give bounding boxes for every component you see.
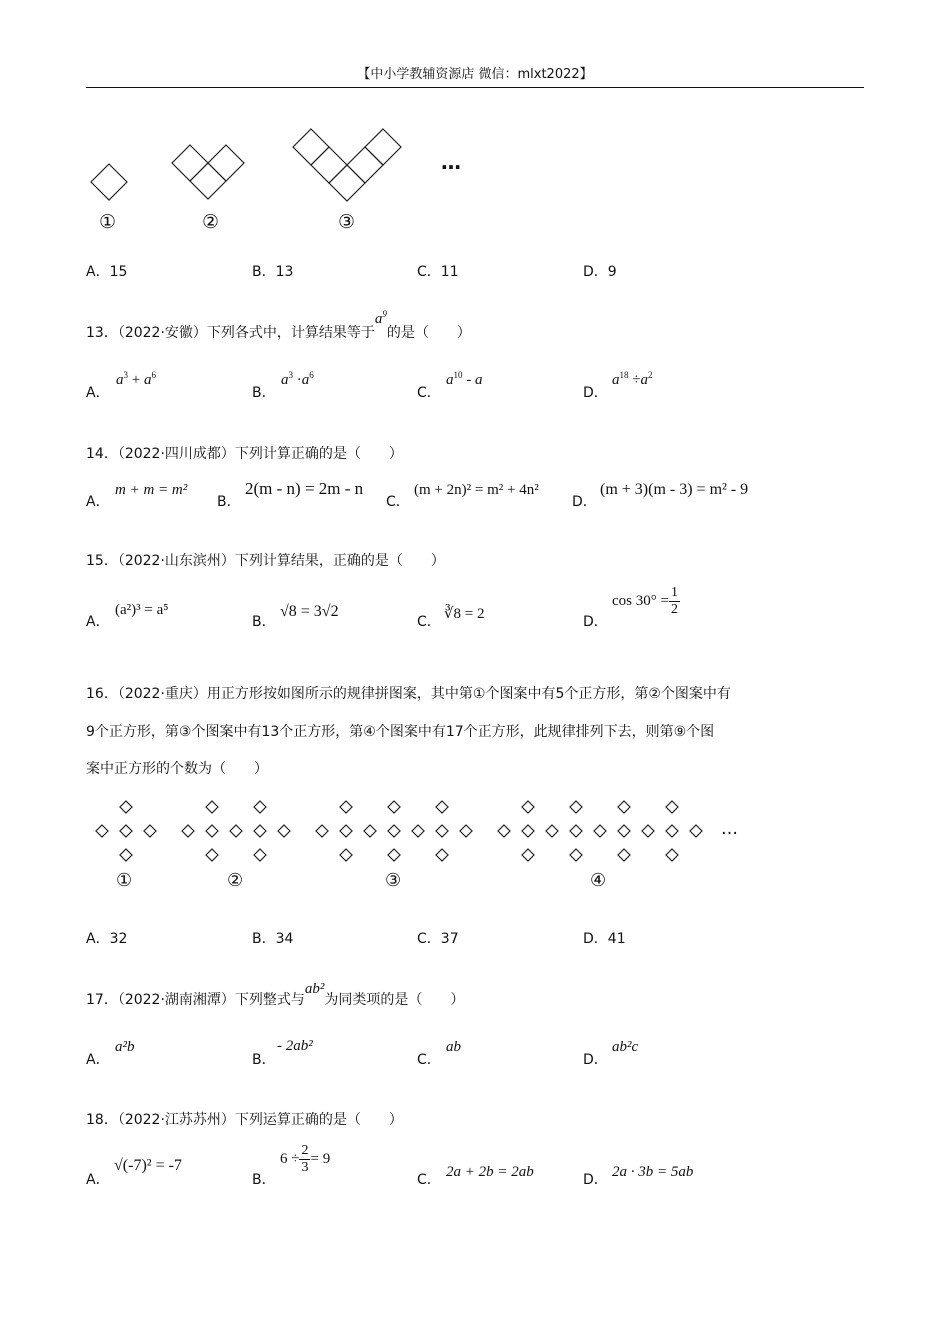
q16-line3: 案中正方形的个数为（ ）: [86, 761, 268, 777]
q16-diamond: [340, 825, 352, 837]
q16-option-b[interactable]: B．34: [252, 931, 294, 947]
q16-line2: 9个正方形，第③个图案中有13个正方形，第④个图案中有17个正方形，此规律排列下去，则第⑨个图: [86, 724, 715, 740]
q16-diamond: [570, 825, 582, 837]
q13-option-b[interactable]: B．: [252, 385, 276, 401]
q16-diamond: [522, 825, 534, 837]
q18-stem: 18．（2022·江苏苏州）下列运算正确的是（ ）: [86, 1112, 403, 1128]
q16-diamond: [436, 825, 448, 837]
q16-option-d[interactable]: D．41: [583, 931, 626, 947]
q14-option-c-expr: (m + 2n)² = m² + 4n²: [414, 482, 539, 498]
q16-diamond: [206, 825, 218, 837]
q16-diamond: [120, 849, 132, 861]
q16-diamond: [666, 849, 678, 861]
q16-diamond: [666, 801, 678, 813]
q13-stem: 13．（2022·安徽）下列各式中，计算结果等于$a^9$的是（ ）: [86, 309, 471, 341]
q16-diamond: [666, 825, 678, 837]
q14-option-a-expr: m + m = m²: [115, 482, 188, 498]
q18-option-d-expr: 2a · 3b = 5ab: [612, 1164, 694, 1180]
q16-diamond: [340, 849, 352, 861]
q12-option-d[interactable]: D．9: [583, 264, 617, 280]
q13-option-c-expr: $a^{10}$ - a: [446, 370, 483, 388]
q16-diamond: [206, 849, 218, 861]
q16-line1: 16．（2022·重庆）用正方形按如图所示的规律拼图案，其中第①个图案中有5个正方形，第②个图案中有: [86, 686, 731, 702]
q16-diamond: [120, 825, 132, 837]
q16-diamond: [254, 801, 266, 813]
fraction: $\frac{2}{3}$: [301, 1143, 309, 1175]
q16-diamond: [436, 849, 448, 861]
q16-fig2-label: ②: [227, 870, 244, 891]
q17-option-c[interactable]: C．: [417, 1052, 441, 1068]
q15-option-b[interactable]: B．: [252, 614, 276, 630]
fraction: $\frac{1}{2}$: [670, 585, 678, 617]
q12-fig3-label: ③: [338, 211, 356, 233]
q16-diamond: [388, 849, 400, 861]
q18-option-b-expr: 6 ÷ $\frac{2}{3}$ = 9: [280, 1143, 331, 1175]
q16-diamond: [618, 801, 630, 813]
q17-option-d-expr: ab²c: [612, 1039, 639, 1055]
q16-diamond: [522, 801, 534, 813]
q16-diamond: [460, 825, 472, 837]
q13-option-b-expr: $a^3 \cdot a^6$: [281, 370, 314, 388]
q16-diamond: [546, 825, 558, 837]
q13-option-c[interactable]: C．: [417, 385, 441, 401]
q17-option-a-expr: a²b: [115, 1039, 135, 1055]
q16-fig4-label: ④: [590, 870, 607, 891]
q16-diamond: [120, 801, 132, 813]
q17-stem: 17．（2022·湖南湘潭）下列整式与ab²为同类项的是（ ）: [86, 981, 465, 1008]
q14-option-c[interactable]: C．: [386, 494, 410, 510]
q17-option-c-expr: ab: [446, 1039, 461, 1055]
q17-option-b-expr: - 2ab²: [277, 1038, 313, 1054]
q14-option-b[interactable]: B．: [217, 494, 241, 510]
q17-option-d[interactable]: D．: [583, 1052, 608, 1068]
q14-option-d[interactable]: D．: [572, 494, 597, 510]
q16-diamond: [388, 801, 400, 813]
q13-option-d[interactable]: D．: [583, 385, 608, 401]
q16-fig3-label: ③: [385, 870, 402, 891]
q16-diamond: [340, 801, 352, 813]
q16-diamond: [144, 825, 156, 837]
q14-option-a[interactable]: A．: [86, 494, 110, 510]
q16-diamond: [254, 825, 266, 837]
q16-diamond: [412, 825, 424, 837]
q12-option-c[interactable]: C．11: [417, 264, 459, 280]
q16-diamond: [316, 825, 328, 837]
q15-option-a[interactable]: A．: [86, 614, 110, 630]
q13-option-d-expr: $a^{18} \div a^2$: [612, 370, 653, 388]
q16-diamond: [642, 825, 654, 837]
q15-stem: 15．（2022·山东滨州）下列计算结果，正确的是（ ）: [86, 553, 445, 569]
q16-diamond: [570, 801, 582, 813]
q16-option-a[interactable]: A．32: [86, 931, 128, 947]
q16-diamond: [96, 825, 108, 837]
q18-option-c[interactable]: C．: [417, 1172, 441, 1188]
q15-option-d[interactable]: D．: [583, 614, 608, 630]
q18-option-a-expr: √(-7)² = -7: [114, 1157, 182, 1174]
q15-option-a-expr: (a²)³ = a⁵: [115, 602, 169, 618]
q16-diamond: [182, 825, 194, 837]
q16-diamond: [278, 825, 290, 837]
q16-fig1-label: ①: [116, 870, 133, 891]
q16-diamond: [522, 849, 534, 861]
q14-option-d-expr: (m + 3)(m - 3) = m² - 9: [600, 481, 749, 498]
q16-option-c[interactable]: C．37: [417, 931, 459, 947]
q15-option-d-expr: cos 30° = $\frac{1}{2}$: [612, 585, 678, 617]
q18-option-c-expr: 2a + 2b = 2ab: [446, 1164, 534, 1180]
q17-option-a[interactable]: A．: [86, 1052, 110, 1068]
q12-fig2-label: ②: [202, 211, 220, 233]
q16-diamond: [618, 849, 630, 861]
q13-option-a[interactable]: A．: [86, 385, 110, 401]
page-header: 【中小学教辅资源店 微信：mlxt2022】: [86, 66, 864, 88]
q13-option-a-expr: $a^3 + a^6$: [116, 370, 156, 388]
q15-option-c[interactable]: C．: [417, 614, 441, 630]
q18-option-a[interactable]: A．: [86, 1172, 110, 1188]
q16-diamond: [436, 801, 448, 813]
q18-option-d[interactable]: D．: [583, 1172, 608, 1188]
q14-stem: 14．（2022·四川成都）下列计算正确的是（ ）: [86, 446, 403, 462]
q16-diamond: [230, 825, 242, 837]
q12-option-b[interactable]: B．13: [252, 264, 294, 280]
q16-fig-ellipsis: …: [721, 819, 738, 839]
q15-option-c-expr: ∛8 = 2: [444, 606, 485, 622]
q12-option-a[interactable]: A．15: [86, 264, 128, 280]
q16-diamond: [254, 849, 266, 861]
q16-diamond: [206, 801, 218, 813]
q18-option-b[interactable]: B．: [252, 1172, 276, 1188]
q16-diamond: [498, 825, 510, 837]
q16-diamond: [570, 849, 582, 861]
q12-fig1-label: ①: [99, 211, 117, 233]
q14-option-b-expr: 2(m - n) = 2m - n: [245, 479, 364, 498]
q16-diamond: [388, 825, 400, 837]
q16-diamond: [690, 825, 702, 837]
q12-fig-ellipsis: …: [441, 150, 461, 174]
q16-diamond: [594, 825, 606, 837]
q16-diamond: [618, 825, 630, 837]
q15-option-b-expr: √8 = 3√2: [280, 603, 339, 620]
q16-diamond: [364, 825, 376, 837]
q17-option-b[interactable]: B．: [252, 1052, 276, 1068]
